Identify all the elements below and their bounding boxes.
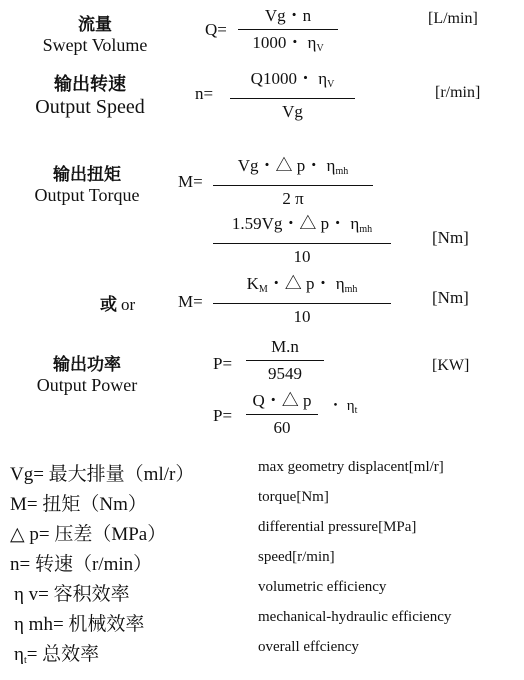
p2-denominator: 60 (273, 418, 291, 437)
glossary-desc: volumetric efficiency (258, 579, 387, 595)
glossary-desc: speed[r/min] (258, 549, 335, 565)
p1-lhs: P= (213, 354, 233, 373)
fraction-bar (238, 29, 338, 30)
output-speed-label (25, 70, 155, 119)
m3-num-sub: mh (344, 284, 358, 295)
glossary-term (10, 519, 166, 546)
m2-unit: [Nm] (432, 228, 469, 247)
m3-num-ksub: M (258, 284, 268, 295)
glossary-term-sub: t (23, 655, 27, 666)
fraction-bar (213, 185, 373, 186)
glossary-term-text: η v= 容积效率 (14, 584, 130, 605)
glossary-term-text: Vg= 最大排量（ml/r） (10, 464, 195, 485)
q-fraction (238, 5, 338, 60)
m3-num-k: K (246, 274, 259, 293)
n-lhs: n= (195, 84, 214, 103)
glossary-term-eta: η (14, 644, 24, 665)
glossary-desc: torque[Nm] (258, 489, 329, 505)
m1-denominator: 2 π (282, 189, 304, 208)
fraction-bar (213, 303, 391, 304)
q-numerator: Vg・n (264, 6, 312, 25)
swept-volume-cn: 流量 (78, 15, 112, 35)
swept-volume-label (30, 10, 160, 56)
glossary-term (10, 489, 147, 516)
p2-numerator: Q・△ p (252, 391, 312, 410)
m1-num-main: Vg・△ p・ η (237, 156, 336, 175)
output-speed-cn: 输出转速 (54, 74, 126, 95)
p2-fraction (246, 390, 318, 439)
m2-denominator: 10 (293, 247, 311, 266)
q-den-main: 1000・ η (252, 33, 317, 52)
m3-unit: [Nm] (432, 288, 469, 307)
glossary-term (10, 459, 194, 486)
p2-tail-sub: t (354, 405, 358, 416)
fraction-bar (246, 414, 318, 415)
m2-num-sub: mh (359, 224, 373, 235)
m3-denominator: 10 (293, 307, 311, 326)
or-cn: 或 (100, 295, 117, 315)
glossary-term-rest: = 总效率 (26, 644, 100, 665)
output-power-cn: 输出功率 (53, 355, 121, 375)
output-speed-en: Output Speed (35, 96, 145, 118)
glossary-desc: max geometry displacent[ml/r] (258, 459, 444, 475)
m1-fraction (213, 155, 373, 210)
glossary-term (14, 579, 130, 606)
glossary-term-text: η mh= 机械效率 (14, 614, 145, 635)
swept-volume-en: Swept Volume (42, 35, 148, 55)
fraction-bar (230, 98, 355, 99)
m2-num-main: 1.59Vg・△ p・ η (231, 214, 360, 233)
output-power-en: Output Power (36, 375, 138, 395)
n-num-sub: V (327, 79, 335, 90)
n-unit: [r/min] (435, 84, 481, 101)
n-num-main: Q1000・ η (250, 69, 328, 88)
glossary-desc: mechanical-hydraulic efficiency (258, 609, 452, 625)
output-power-label (22, 350, 152, 396)
q-unit: [L/min] (428, 10, 478, 27)
q-lhs: Q= (205, 20, 227, 39)
m2-fraction (213, 213, 391, 268)
p1-numerator: M.n (271, 337, 299, 356)
glossary-desc: differential pressure[MPa] (258, 519, 417, 535)
m3-lhs: M= (178, 292, 203, 311)
or-label (100, 290, 135, 315)
p2-tail (328, 394, 357, 416)
m2-numerator (213, 213, 391, 241)
output-torque-en: Output Torque (34, 185, 140, 205)
glossary-term (14, 609, 144, 636)
glossary-term-text: M= 扭矩（Nm） (10, 494, 147, 515)
fraction-bar (213, 243, 391, 244)
or-en: or (121, 295, 136, 314)
p1-unit: [KW] (432, 357, 470, 374)
p1-denominator: 9549 (268, 364, 302, 383)
output-torque-label (22, 160, 152, 206)
n-fraction (230, 68, 355, 123)
fraction-bar (246, 360, 324, 361)
p1-fraction (246, 336, 324, 385)
glossary-desc: overall effciency (258, 639, 359, 655)
m1-num-sub: mh (335, 166, 349, 177)
m1-numerator (213, 155, 373, 183)
glossary-term (14, 639, 99, 666)
n-denominator: Vg (282, 102, 303, 121)
p2-lhs: P= (213, 406, 233, 425)
glossary-term-text: △ p= 压差（MPa） (10, 524, 167, 545)
m3-numerator (213, 273, 391, 301)
glossary-term (10, 549, 152, 576)
q-den-sub: V (316, 43, 324, 54)
p2-tail-main: ・ η (328, 398, 355, 414)
m3-fraction (213, 273, 391, 328)
m1-lhs: M= (178, 172, 203, 191)
output-torque-cn: 输出扭矩 (53, 165, 121, 185)
glossary-term-text: n= 转速（r/min） (10, 554, 153, 575)
m3-num-main: ・△ p・ η (267, 274, 345, 293)
q-denominator (238, 32, 338, 60)
n-numerator (230, 68, 355, 96)
